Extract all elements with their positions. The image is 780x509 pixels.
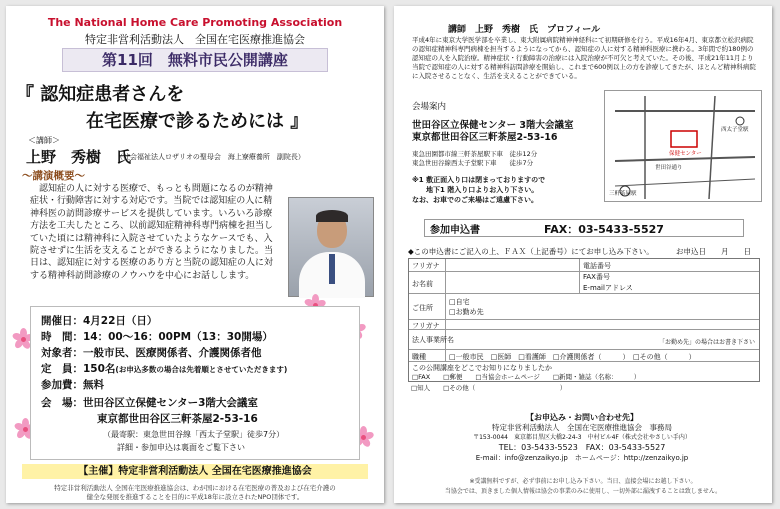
media-options-1[interactable]: □FAX □郵便 □当協会ホームページ □新聞・雑誌（名称： ） <box>412 373 641 381</box>
form-instructions: ◆この申込書にご記入の上、ＦＡＸ（上記番号）にてお申し込み下さい。 <box>408 247 654 256</box>
footer-note-2: 当協会では、頂きました個人情報は協会の事業のみに使用し、一切外部に漏洩することは致しません。 <box>444 488 722 495</box>
lecturer-affiliation: （社会福祉法人ロザリオの聖母会 海上寮療養所 副院長） <box>116 153 305 161</box>
name-label: お名前 <box>412 280 433 288</box>
application-form <box>408 258 760 382</box>
event-venue: 世田谷区立保健センター3階大会議室 <box>83 397 258 409</box>
venue-address: 東京都世田谷区三軒茶屋2-53-16 <box>412 132 558 143</box>
lecture-description: 認知症の人に対する医療で、もっとも問題になるのが精神症状・行動障害に対する対応です。当院では認知症の人に精神科医の訪問診療サービスを提供しています。いろいろ診療方法を工夫したところ、以前認知症精神科専門病棟を担当していた頃には精神科に入院させていたようなケースでも、入院させずに生活を支えることができるようになりました。当日は、認知症に対する医療のあり方と当院の認知症の人に対する精神科訪問診療のノウハウを中心にお話しします。 <box>30 184 274 281</box>
time-label: 時 間： <box>41 331 83 343</box>
email-label: E-mailアドレス <box>583 284 633 292</box>
contact-web: E-mail：info@zenzaikyo.jp ホームページ：http://zenzaikyo.jp <box>475 454 689 462</box>
organization-name-japanese: 特定非営利活動法人 全国在宅医療推進協会 <box>85 33 305 46</box>
event-capacity: 150名 <box>83 363 116 375</box>
parking-note: なお、お車でのご来場はご遠慮下さい。 <box>412 196 538 204</box>
sponsor-banner: 【主催】特定非営利活動法人 全国在宅医療推進協会 <box>22 464 368 479</box>
profile-heading: 講師 上野 秀樹 氏 プロフィール <box>448 25 601 35</box>
event-fee-row <box>41 377 104 392</box>
event-time-row <box>41 329 273 344</box>
corporation-label: 法人事業所名 <box>412 336 454 344</box>
access-line-2: 東急世田谷線西太子堂駅下車 徒歩7分 <box>412 159 534 167</box>
map-drawing <box>605 91 763 203</box>
venue-heading: 会場案内 <box>412 102 447 112</box>
footer-note-1: ※受講無料ですが、必ず事前にお申し込み下さい。当日、直接会場にお越し下さい。 <box>469 478 697 485</box>
profile-text: 平成4年に東京大学医学部を卒業し、東大附属病院精神神経科にて初期研修を行う。平成16年4月、東京都立松沢病院の認知症精神科専門病棟を担当するようになってから、認知症の人に対する精神科医療に携わる。3年間で約180例の認知症の人を入院治療。精神症状・行動障害の治療には入院治療が不可欠と考えていた。その後、平成21年11月より当院で認知症の人に対する精神科訪問診療を開始し、これまで600例以上の方を診療してきたが、ほとんど精神科病院に入院させることなく、生活を支えることができている。 <box>412 36 756 80</box>
address-option-work[interactable]: □お勤め先 <box>449 308 484 316</box>
furigana-label: フリガナ <box>412 262 440 270</box>
media-options-2[interactable]: □知人 □その他（ ） <box>411 384 567 392</box>
entrance-note-2: 地下1 階入り口よりお入り下さい。 <box>412 186 539 194</box>
capacity-label: 定 員： <box>41 363 83 375</box>
date-label: 開催日： <box>41 315 83 327</box>
how-heard-question: この公開講座をどこでお知りになりましたか <box>412 364 552 372</box>
more-info-note: 詳細・参加申込は裏面をご覧下さい <box>117 443 245 452</box>
contact-heading: 【お申込み・お問い合わせ先】 <box>526 413 638 422</box>
capacity-note: (お申込多数の場合は先着順とさせていただきます) <box>115 365 288 374</box>
audience-label: 対象者： <box>41 347 83 359</box>
lecturer-photo <box>288 197 374 297</box>
contact-phone: TEL：03-5433-5523 FAX：03-5433-5527 <box>498 443 666 452</box>
event-access: （最寄駅：東急世田谷線「西太子堂駅」徒歩7分） <box>103 430 285 439</box>
venue-map <box>604 90 762 202</box>
name-field[interactable] <box>449 261 577 291</box>
lecturer-name: 上野 秀樹 氏 <box>26 148 132 166</box>
footer-line-2: 健全な発展を推進することを目的に平成18年に設立されたNPO団体です。 <box>86 493 304 501</box>
address-label: ご住所 <box>412 304 433 312</box>
event-audience: 一般市民、医療関係者、介護関係者他 <box>83 347 262 359</box>
footer-line-1: 特定非営利活動法人 全国在宅医療推進協会は、わが国における在宅医療の普及および在宅介護の <box>54 484 336 492</box>
lecture-title-line-2: 在宅医療で診るためには 』 <box>86 111 309 132</box>
contact-info <box>464 412 700 464</box>
contact-address: 〒153-0044 東京都目黒区大橋2-24-3 中村ビル4F（株式会社やさしい手内） <box>473 434 691 441</box>
map-label-sangenjaya: 三軒茶屋駅 <box>609 191 637 197</box>
fee-label: 参加費： <box>41 379 83 391</box>
occupation-label: 職種 <box>412 353 426 361</box>
occupation-options[interactable]: □一般市民 □医師 □看護師 □介護関係者（ ） □その他（ ） <box>449 353 696 361</box>
event-details-box <box>30 306 360 460</box>
flyer-back-page <box>394 6 772 503</box>
affiliation-note: 「お勤め先」の場合はお書き下さい <box>659 339 756 346</box>
venue-name: 世田谷区立保健センター 3階大会議室 <box>412 120 574 131</box>
phone-label: 電話番号 <box>583 262 611 270</box>
map-label-setagaya-dori: 世田谷通り <box>655 165 683 171</box>
application-form-title: 参加申込書 <box>430 225 480 236</box>
application-date: お申込日 月 日 <box>676 247 751 256</box>
event-time: 14：00～16：00PM（13：30開場） <box>83 331 273 343</box>
event-capacity-row <box>41 361 287 376</box>
entrance-note-1: ※1 敷正面入り口は閉まっておりますので <box>412 176 546 184</box>
contact-organization: 特定非営利活動法人 全国在宅医療推進協会 事務局 <box>492 423 672 432</box>
fax-label: FAX番号 <box>583 273 610 281</box>
flyer-front-page <box>6 6 384 503</box>
lecturer-label: ＜講師＞ <box>28 136 60 145</box>
event-date-row <box>41 313 157 328</box>
map-label-nishitaishido: 西太子堂駅 <box>721 127 749 133</box>
address-option-home[interactable]: □自宅 <box>449 298 470 306</box>
access-line-1: 東急田園都市線三軒茶屋駅下車 徒歩12分 <box>412 150 538 158</box>
event-audience-row <box>41 345 262 360</box>
event-fee: 無料 <box>83 379 104 391</box>
lecture-title-line-1: 『 認知症患者さんを <box>16 84 185 105</box>
fax-number: FAX：03-5433-5527 <box>544 223 664 236</box>
event-address: 東京都世田谷区三軒茶屋2-53-16 <box>97 413 258 425</box>
lecture-banner: 第11回 無料市民公開講座 <box>62 48 328 72</box>
furigana-2-label: フリガナ <box>412 322 440 330</box>
venue-label: 会 場： <box>41 397 83 409</box>
organization-name-english: The National Home Care Promoting Association <box>47 16 343 29</box>
outline-heading: ～講演概要～ <box>22 170 85 182</box>
map-label-health-center: 保健センター <box>669 151 702 157</box>
event-date: 4月22日（日） <box>83 315 158 327</box>
event-venue-row <box>41 395 258 410</box>
